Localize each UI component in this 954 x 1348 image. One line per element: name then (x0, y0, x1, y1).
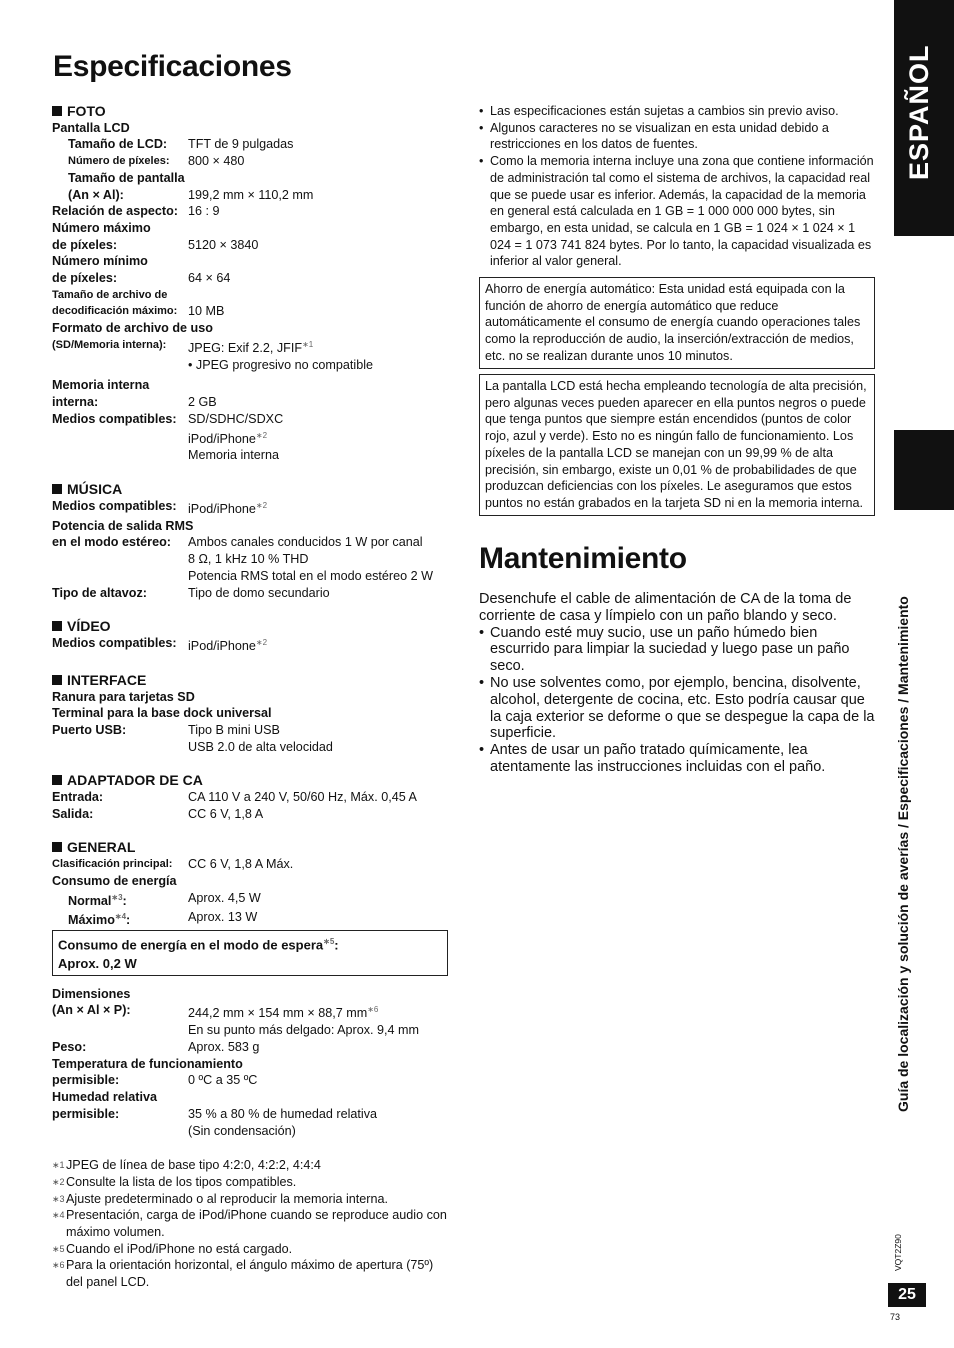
spec-label: Ranura para tarjetas SD (52, 689, 195, 704)
maintenance-bullet: • No use solventes como, por ejemplo, bencina, disolvente, alcohol, detergente de cocina, etc. Esto podría causar que la caja exterior se deforme o que se despegue la capa de la superficie. (479, 674, 875, 742)
square-bullet-icon (52, 675, 62, 685)
spec-row: Puerto USB: Tipo B mini USB USB 2.0 de alta velocidad (52, 722, 333, 754)
note-bullet: • Las especificaciones están sujetas a cambios sin previo aviso. (479, 104, 839, 118)
spec-row: Máximo$^{∗4}$: Aprox. 13 W (68, 910, 258, 928)
specs-column (52, 103, 452, 1291)
spec-label: Memoria interna (52, 378, 150, 393)
spec-row: permisible: 0 ºC a 35 ºC (52, 1073, 258, 1088)
footnote: ∗2 Consulte la lista de los tipos compatibles. (52, 1174, 297, 1189)
section-heading-musica: MÚSICA (52, 481, 452, 498)
spec-label: Dimensiones (52, 986, 131, 1001)
note-bullet: • Algunos caracteres no se visualizan en esta unidad debido a restricciones en los datos de fuentes. (479, 120, 829, 152)
spec-row: (SD/Memoria interna): JPEG: Exif 2.2, $JFIF^{∗1}$ • JPEG progresivo no compatible (52, 338, 374, 372)
spec-row: interna: 2 GB (52, 395, 217, 410)
spec-label: Humedad relativa (52, 1090, 157, 1105)
footnote: ∗1 JPEG de línea de base tipo 4:2:0, 4:2:2, 4:4:4 (52, 1158, 321, 1173)
spec-row: Salida: CC 6 V, 1,8 A (52, 806, 264, 821)
note-bullet: • Como la memoria interna incluye una zona que contiene información de administración tal como el sistema de archivos, la capacidad real que se puede usar es inferior. Además, la capacidad de la memoria en general está calculada en 1 GB = 1 000 000 000 bytes, sin embargo, en esta unidad, se calcula en 1 GB = 1 024 × 1 024 × 1 024 = 1 073 741 824 bytes. Por lo tanto, la capacidad visualizada es inferior al valor general. (479, 154, 874, 269)
maintenance-title: Mantenimiento (479, 542, 687, 575)
maintenance-intro: Desenchufe el cable de alimentación de CA de la toma de corriente de casa y límpielo con un paño blando y seco. (479, 591, 852, 624)
spec-row: (An × Al × P): 244,2 mm × 154 mm × 88,7 $mm^{∗6}$ En su punto más delgado: Aprox. 9,4 mm (52, 1003, 420, 1038)
spec-row: Tipo de altavoz: Tipo de domo secundario (52, 585, 330, 600)
spec-label: Número máximo (52, 220, 151, 235)
section-heading-general: GENERAL (52, 839, 452, 856)
page-subnumber: 73 (890, 1312, 901, 1322)
spec-label: Formato de archivo de uso (52, 321, 213, 336)
spec-label: Potencia de salida RMS (52, 518, 194, 533)
section-nav-label: Guía de localización y solución de averías / Especificaciones / Mantenimiento (895, 596, 911, 1112)
spec-row: Relación de aspecto: 16 : 9 (52, 204, 220, 219)
lcd-note-box: La pantalla LCD está hecha empleando tecnología de alta precisión, pero algunas veces pueden aparecer en ella puntos negros o puede que tenga puntos que siempre están encendidos (puntos de color rojo, azul y verde). Esto no es ningún fallo de funcionamiento. Los píxeles de la pantalla LCD se manejan con un 99,99 % de alta precisión, sin embargo, existe un 0,01 % de probabilidades de que produzcan deficiencias con los píxeles. Le aseguramos que estos puntos no están grabados en la tarjeta SD ni en la memoria interna. (479, 374, 875, 516)
footnotes (52, 1157, 452, 1291)
footnote: ∗3 Ajuste predeterminado o al reproducir la memoria interna. (52, 1191, 389, 1206)
section-heading-interface: INTERFACE (52, 672, 452, 689)
spec-row: permisible: 35 % a 80 % de humedad relativa (Sin condensación) (52, 1106, 378, 1138)
spec-label: Número mínimo (52, 254, 148, 269)
spec-row: Medios compatibles: SD/SDHC/SDXC iPod/iPhone$^{∗2}$ Memoria interna (52, 411, 284, 463)
spec-label: Consumo de energía (52, 873, 177, 888)
power-saving-box: Ahorro de energía automático: Esta unidad está equipada con la función de ahorro de energía automático que reduce automáticamente el consumo de energía cuando operaciones tales como la reproducción de audio, la inserción/extracción de medios, etc. no se realizan durante unos 10 minutos. (479, 277, 875, 369)
page-title: Especificaciones (53, 50, 292, 83)
square-bullet-icon (52, 484, 62, 494)
maintenance-body (479, 591, 875, 776)
section-heading-adapter: ADAPTADOR DE CA (52, 772, 452, 789)
section-marker (894, 430, 954, 510)
square-bullet-icon (52, 842, 62, 852)
section-heading-video: VÍDEO (52, 618, 452, 635)
spec-label: Tamaño de pantalla (68, 170, 185, 185)
language-label: ESPAÑOL (904, 44, 934, 180)
spec-row: decodificación máximo: 10 MB (52, 304, 225, 319)
spec-row: en el modo estéreo: Ambos canales conducidos 1 W por canal 8 Ω, 1 kHz 10 % THD Potencia RMS total en el modo estéreo 2 W (52, 535, 434, 583)
spec-row: Medios compatibles: iPod/iPhone$^{∗2}$ (52, 498, 268, 517)
spec-row: Peso: Aprox. 583 g (52, 1039, 260, 1054)
footnote: ∗6 Para la orientación horizontal, el ángulo máximo de apertura (75º) del panel LCD. (52, 1258, 434, 1290)
square-bullet-icon (52, 106, 62, 116)
spec-row: Medios compatibles: iPod/iPhone$^{∗2}$ (52, 635, 268, 654)
spec-row: Normal$^{∗3}$: Aprox. 4,5 W (68, 890, 261, 908)
page-number: 25 (888, 1283, 926, 1307)
spec-row: de píxeles: 5120 × 3840 (52, 237, 259, 252)
notes-column (479, 103, 875, 270)
maintenance-bullet: • Cuando esté muy sucio, use un paño húmedo bien escurrido para limpiar la suciedad y luego pase un paño seco. (479, 624, 850, 675)
square-bullet-icon (52, 775, 62, 785)
spec-row: Entrada: CA 110 V a 240 V, 50/60 Hz, Máx. 0,45 A (52, 790, 417, 805)
maintenance-bullet: • Antes de usar un paño tratado químicamente, lea atentamente las instrucciones incluidas con el paño. (479, 742, 826, 775)
spec-row: de píxeles: 64 × 64 (52, 271, 231, 286)
language-tab (894, 0, 954, 236)
footnote: ∗4 Presentación, carga de iPod/iPhone cuando se reproduce audio con máximo volumen. (52, 1208, 447, 1240)
spec-label: Tamaño de archivo de (52, 288, 168, 301)
model-code: VQT2Z90 (893, 1234, 903, 1271)
spec-label: Pantalla LCD (52, 120, 130, 135)
spec-label: Terminal para la base dock universal (52, 706, 272, 721)
spec-row: Número de píxeles: 800 × 480 (68, 154, 245, 169)
spec-label: Temperatura de funcionamiento (52, 1056, 243, 1071)
standby-box: Consumo de energía en el modo de espera$^{∗5}$: Aprox. 0,2 W (52, 930, 448, 975)
spec-row: Tamaño de LCD: TFT de 9 pulgadas (68, 137, 294, 152)
spec-row: Clasificación principal: CC 6 V, 1,8 A Máx. (52, 857, 294, 872)
spec-row: (An × Al): 199,2 mm × 110,2 mm (68, 187, 314, 202)
section-heading-foto: FOTO (52, 103, 452, 120)
square-bullet-icon (52, 621, 62, 631)
footnote: ∗5 Cuando el iPod/iPhone no está cargado. (52, 1241, 293, 1256)
